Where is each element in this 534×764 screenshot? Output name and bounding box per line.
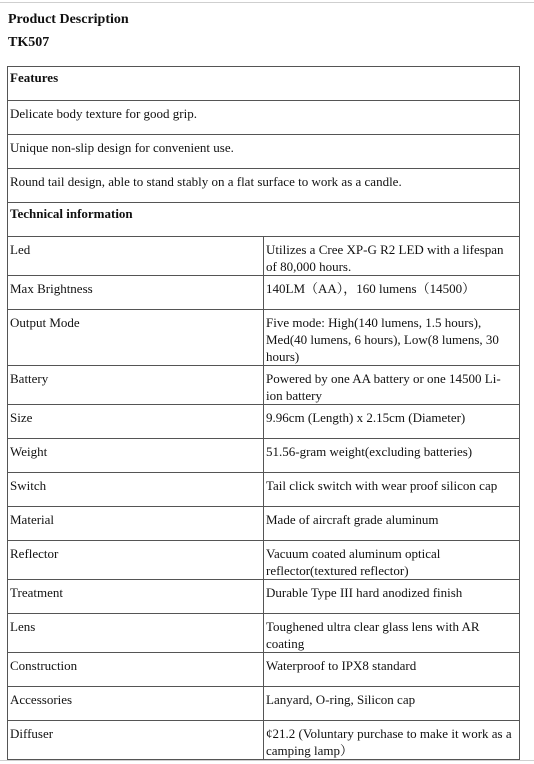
top-divider bbox=[0, 2, 534, 3]
spec-label: Reflector bbox=[8, 541, 264, 580]
spec-label: Max Brightness bbox=[8, 276, 264, 310]
spec-row-material bbox=[8, 507, 520, 541]
spec-value: Five mode: High(140 lumens, 1.5 hours), Med(40 lumens, 6 hours), Low(8 lumens, 30 hours) bbox=[264, 310, 520, 366]
spec-row-lens bbox=[8, 614, 520, 653]
spec-label: Material bbox=[8, 507, 264, 541]
spec-label: Battery bbox=[8, 366, 264, 405]
spec-row-treatment bbox=[8, 580, 520, 614]
spec-value: 51.56-gram weight(excluding batteries) bbox=[264, 439, 520, 473]
spec-label: Accessories bbox=[8, 687, 264, 721]
spec-label: Switch bbox=[8, 473, 264, 507]
technical-header-row bbox=[8, 203, 520, 237]
spec-row-reflector bbox=[8, 541, 520, 580]
feature-item: Unique non-slip design for convenient use. bbox=[8, 135, 520, 169]
technical-header: Technical information bbox=[8, 203, 520, 237]
spec-value: Toughened ultra clear glass lens with AR coating bbox=[264, 614, 520, 653]
spec-table bbox=[7, 66, 520, 760]
spec-value: 9.96cm (Length) x 2.15cm (Diameter) bbox=[264, 405, 520, 439]
spec-value: Lanyard, O-ring, Silicon cap bbox=[264, 687, 520, 721]
spec-value: 140LM（AA），160 lumens（14500） bbox=[264, 276, 520, 310]
spec-value: Waterproof to IPX8 standard bbox=[264, 653, 520, 687]
spec-value: Tail click switch with wear proof silicon cap bbox=[264, 473, 520, 507]
spec-row-diffuser bbox=[8, 721, 520, 760]
spec-label: Treatment bbox=[8, 580, 264, 614]
spec-row-max-brightness bbox=[8, 276, 520, 310]
features-header-row bbox=[8, 67, 520, 101]
spec-row-size bbox=[8, 405, 520, 439]
spec-row-battery bbox=[8, 366, 520, 405]
spec-row-output-mode bbox=[8, 310, 520, 366]
spec-row-led bbox=[8, 237, 520, 276]
spec-value: Utilizes a Cree XP-G R2 LED with a lifespan of 80,000 hours. bbox=[264, 237, 520, 276]
feature-row bbox=[8, 101, 520, 135]
spec-value: Durable Type III hard anodized finish bbox=[264, 580, 520, 614]
spec-row-weight bbox=[8, 439, 520, 473]
feature-item: Round tail design, able to stand stably on a flat surface to work as a candle. bbox=[8, 169, 520, 203]
spec-label: Lens bbox=[8, 614, 264, 653]
features-header: Features bbox=[8, 67, 520, 101]
spec-label: Output Mode bbox=[8, 310, 264, 366]
spec-label: Diffuser bbox=[8, 721, 264, 760]
feature-item: Delicate body texture for good grip. bbox=[8, 101, 520, 135]
product-description-heading: Product Description bbox=[8, 12, 129, 27]
bottom-divider bbox=[0, 760, 534, 761]
spec-value: Made of aircraft grade aluminum bbox=[264, 507, 520, 541]
spec-label: Weight bbox=[8, 439, 264, 473]
spec-value: Powered by one AA battery or one 14500 Li-ion battery bbox=[264, 366, 520, 405]
feature-row bbox=[8, 135, 520, 169]
spec-row-construction bbox=[8, 653, 520, 687]
feature-row bbox=[8, 169, 520, 203]
model-heading: TK507 bbox=[8, 35, 50, 50]
spec-value: Vacuum coated aluminum optical reflector(textured reflector) bbox=[264, 541, 520, 580]
spec-label: Led bbox=[8, 237, 264, 276]
spec-row-switch bbox=[8, 473, 520, 507]
spec-label: Size bbox=[8, 405, 264, 439]
spec-label: Construction bbox=[8, 653, 264, 687]
spec-row-accessories bbox=[8, 687, 520, 721]
spec-value: ¢21.2 (Voluntary purchase to make it work as a camping lamp） bbox=[264, 721, 520, 760]
